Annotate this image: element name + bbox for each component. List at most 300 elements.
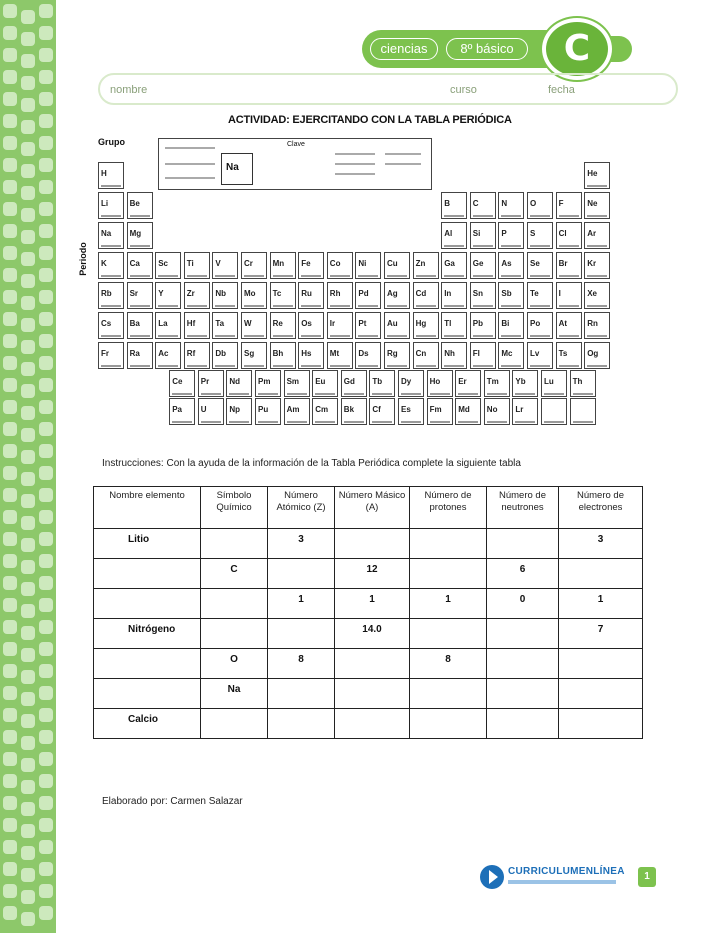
column-header: Número de protones — [410, 487, 487, 529]
element-cell — [441, 342, 467, 369]
element-cell — [184, 342, 210, 369]
strip-square — [3, 48, 17, 62]
strip-square — [39, 664, 53, 678]
strip-square — [21, 692, 35, 706]
subject-tag: ciencias — [370, 38, 438, 60]
strip-square — [39, 26, 53, 40]
element-cell — [212, 312, 238, 339]
element-symbol: Co — [329, 259, 341, 268]
element-symbol: Ar — [587, 229, 597, 238]
strip-square — [3, 488, 17, 502]
table-cell[interactable] — [201, 709, 268, 739]
element-cell — [127, 252, 153, 279]
element-cell — [584, 162, 610, 189]
strip-square — [21, 868, 35, 882]
element-symbol: Al — [444, 229, 453, 238]
element-cell — [327, 312, 353, 339]
element-cell — [441, 312, 467, 339]
strip-square — [39, 576, 53, 590]
element-cell — [527, 312, 553, 339]
table-row — [94, 529, 643, 559]
table-cell[interactable]: 1 — [335, 589, 410, 619]
element-cell — [384, 312, 410, 339]
table-cell[interactable]: 8 — [268, 649, 335, 679]
strip-square — [21, 912, 35, 926]
table-cell[interactable] — [487, 649, 559, 679]
strip-square — [39, 532, 53, 546]
strip-square — [39, 92, 53, 106]
element-cell — [241, 312, 267, 339]
element-symbol: Pa — [172, 405, 182, 414]
strip-square — [3, 730, 17, 744]
strip-square — [21, 758, 35, 772]
table-cell[interactable]: 1 — [268, 589, 335, 619]
table-cell[interactable]: 0 — [487, 589, 559, 619]
element-cell — [384, 252, 410, 279]
element-cell — [441, 282, 467, 309]
element-cell — [470, 252, 496, 279]
strip-square — [39, 180, 53, 194]
strip-square — [3, 642, 17, 656]
element-cell — [470, 342, 496, 369]
element-cell — [398, 370, 424, 397]
strip-square — [3, 356, 17, 370]
strip-square — [3, 510, 17, 524]
strip-square — [21, 98, 35, 112]
element-symbol: B — [444, 199, 450, 208]
element-symbol: Mc — [501, 349, 513, 358]
strip-square — [39, 884, 53, 898]
decorative-side-strip — [0, 0, 56, 933]
strip-square — [21, 516, 35, 530]
element-symbol: Fm — [429, 405, 442, 414]
table-cell[interactable]: 1 — [410, 589, 487, 619]
element-cell — [169, 370, 195, 397]
element-cell — [556, 192, 582, 219]
strip-square — [3, 796, 17, 810]
strip-square — [39, 796, 53, 810]
strip-square — [21, 406, 35, 420]
element-symbol: At — [558, 319, 568, 328]
element-symbol: Ac — [158, 349, 169, 358]
element-symbol: Cr — [244, 259, 253, 268]
element-symbol: Xe — [587, 289, 597, 298]
strip-square — [39, 708, 53, 722]
strip-square — [3, 884, 17, 898]
element-symbol: Fe — [301, 259, 311, 268]
element-symbol: F — [558, 199, 564, 208]
strip-square — [3, 862, 17, 876]
element-cell — [413, 342, 439, 369]
strip-square — [21, 252, 35, 266]
table-cell[interactable] — [410, 679, 487, 709]
element-symbol: Es — [401, 405, 411, 414]
strip-square — [3, 840, 17, 854]
element-symbol: Mg — [129, 229, 142, 238]
strip-square — [21, 428, 35, 442]
key-line — [335, 173, 375, 175]
strip-square — [39, 48, 53, 62]
element-cell — [369, 370, 395, 397]
strip-square — [21, 626, 35, 640]
table-cell[interactable] — [559, 649, 643, 679]
periodic-table-key — [158, 138, 432, 190]
element-symbol: Tm — [486, 377, 499, 386]
element-symbol: Au — [387, 319, 398, 328]
element-symbol: Sr — [129, 289, 139, 298]
table-cell[interactable]: Litio — [94, 529, 201, 559]
element-symbol: Mt — [329, 349, 340, 358]
table-cell[interactable] — [94, 679, 201, 709]
strip-square — [39, 158, 53, 172]
strip-square — [3, 906, 17, 920]
strip-square — [39, 686, 53, 700]
element-symbol: Er — [458, 377, 467, 386]
element-symbol: Kr — [587, 259, 597, 268]
table-cell[interactable] — [410, 709, 487, 739]
element-symbol: Si — [472, 229, 481, 238]
strip-square — [21, 318, 35, 332]
element-symbol: Bh — [272, 349, 284, 358]
strip-square — [21, 10, 35, 24]
element-cell — [355, 312, 381, 339]
column-header: Número Másico (A) — [335, 487, 410, 529]
strip-square — [3, 4, 17, 18]
table-cell[interactable] — [559, 709, 643, 739]
element-cell — [327, 252, 353, 279]
element-symbol: Fr — [101, 349, 109, 358]
element-symbol: Ra — [129, 349, 140, 358]
element-cell — [98, 342, 124, 369]
name-field[interactable]: nombre — [110, 84, 148, 96]
table-cell[interactable]: 1 — [559, 589, 643, 619]
element-symbol: Cm — [315, 405, 329, 414]
table-cell[interactable] — [335, 649, 410, 679]
strip-square — [21, 274, 35, 288]
element-cell — [556, 342, 582, 369]
table-cell[interactable] — [335, 529, 410, 559]
element-symbol: H — [101, 169, 107, 178]
table-cell[interactable] — [335, 709, 410, 739]
table-header-row — [94, 487, 643, 529]
element-symbol: Ta — [215, 319, 225, 328]
element-cell — [127, 222, 153, 249]
element-symbol: Ca — [129, 259, 140, 268]
element-cell — [570, 370, 596, 397]
strip-square — [39, 862, 53, 876]
table-cell[interactable] — [201, 529, 268, 559]
element-cell — [98, 312, 124, 339]
table-cell[interactable] — [487, 619, 559, 649]
element-cell — [241, 342, 267, 369]
element-symbol: Rg — [387, 349, 398, 358]
table-cell[interactable]: Calcio — [94, 709, 201, 739]
column-header: Símbolo Químico — [201, 487, 268, 529]
element-cell — [241, 282, 267, 309]
element-cell — [98, 162, 124, 189]
element-cell — [498, 342, 524, 369]
element-cell — [556, 282, 582, 309]
table-row — [94, 619, 643, 649]
element-cell — [441, 192, 467, 219]
strip-square — [3, 92, 17, 106]
table-cell[interactable] — [94, 649, 201, 679]
table-cell[interactable] — [559, 559, 643, 589]
element-symbol: He — [587, 169, 598, 178]
element-cell — [384, 342, 410, 369]
strip-square — [3, 180, 17, 194]
strip-square — [3, 290, 17, 304]
element-cell — [455, 398, 481, 425]
element-symbol: Dy — [401, 377, 412, 386]
strip-square — [39, 422, 53, 436]
element-symbol: Ag — [387, 289, 398, 298]
strip-square — [21, 164, 35, 178]
table-cell[interactable]: Nitrógeno — [94, 619, 201, 649]
element-symbol: Rn — [587, 319, 598, 328]
element-cell — [226, 370, 252, 397]
table-cell[interactable] — [268, 679, 335, 709]
table-cell[interactable] — [410, 619, 487, 649]
element-symbol: Sb — [501, 289, 512, 298]
element-cell — [413, 282, 439, 309]
element-symbol: Lv — [530, 349, 540, 358]
element-symbol: Zr — [186, 289, 195, 298]
element-cell — [284, 398, 310, 425]
element-cell — [498, 252, 524, 279]
element-symbol: As — [501, 259, 512, 268]
table-cell[interactable] — [94, 559, 201, 589]
table-cell[interactable] — [335, 679, 410, 709]
element-symbol: Rf — [186, 349, 196, 358]
strip-square — [39, 598, 53, 612]
strip-square — [39, 752, 53, 766]
strip-square — [39, 554, 53, 568]
table-cell[interactable]: 3 — [559, 529, 643, 559]
table-cell[interactable]: 14.0 — [335, 619, 410, 649]
element-cell — [270, 282, 296, 309]
table-cell[interactable] — [487, 529, 559, 559]
element-symbol: Sm — [286, 377, 300, 386]
strip-square — [3, 378, 17, 392]
strip-square — [39, 400, 53, 414]
element-symbol: Sn — [472, 289, 484, 298]
element-symbol: Cs — [101, 319, 112, 328]
element-symbol: I — [558, 289, 561, 298]
element-symbol: Hf — [186, 319, 196, 328]
element-symbol: Pd — [358, 289, 369, 298]
element-cell — [212, 252, 238, 279]
element-symbol: Ba — [129, 319, 140, 328]
element-symbol: Ce — [172, 377, 183, 386]
table-cell[interactable] — [94, 589, 201, 619]
group-label: Grupo — [98, 137, 125, 147]
element-cell — [527, 222, 553, 249]
strip-square — [21, 340, 35, 354]
strip-square — [21, 780, 35, 794]
element-symbol: Br — [558, 259, 568, 268]
element-cell — [169, 398, 195, 425]
element-symbol: V — [215, 259, 221, 268]
element-cell — [355, 252, 381, 279]
element-symbol: La — [158, 319, 168, 328]
element-symbol: Ne — [587, 199, 598, 208]
table-cell[interactable] — [410, 559, 487, 589]
element-cell — [198, 398, 224, 425]
table-cell[interactable] — [201, 619, 268, 649]
element-cell — [270, 342, 296, 369]
strip-square — [39, 378, 53, 392]
strip-square — [39, 730, 53, 744]
element-cell — [527, 342, 553, 369]
element-symbol: S — [530, 229, 536, 238]
strip-square — [21, 450, 35, 464]
element-cell — [312, 398, 338, 425]
element-symbol: Ir — [329, 319, 336, 328]
key-line — [335, 163, 375, 165]
table-cell[interactable]: 6 — [487, 559, 559, 589]
element-symbol: W — [244, 319, 252, 328]
strip-square — [3, 246, 17, 260]
element-cell — [284, 370, 310, 397]
table-cell[interactable] — [487, 709, 559, 739]
date-field[interactable]: fecha — [548, 84, 575, 96]
element-cell — [498, 192, 524, 219]
strip-square — [39, 466, 53, 480]
strip-square — [39, 334, 53, 348]
strip-square — [3, 818, 17, 832]
element-symbol: Tc — [272, 289, 282, 298]
element-cell — [298, 282, 324, 309]
element-symbol: Nh — [444, 349, 455, 358]
element-symbol: Hg — [415, 319, 427, 328]
strip-square — [39, 224, 53, 238]
table-cell[interactable] — [268, 709, 335, 739]
table-cell[interactable]: 3 — [268, 529, 335, 559]
element-cell — [455, 370, 481, 397]
key-line — [335, 153, 375, 155]
table-cell[interactable]: 8 — [410, 649, 487, 679]
logo-tagline-bar — [508, 880, 616, 884]
element-cell — [155, 282, 181, 309]
table-cell[interactable] — [268, 559, 335, 589]
table-cell[interactable] — [201, 589, 268, 619]
element-symbol: Rh — [329, 289, 341, 298]
strip-square — [3, 774, 17, 788]
strip-square — [3, 444, 17, 458]
strip-square — [3, 312, 17, 326]
element-cell — [226, 398, 252, 425]
strip-square — [3, 202, 17, 216]
element-symbol: Pr — [200, 377, 210, 386]
instructions: Instrucciones: Con la ayuda de la información de la Tabla Periódica complete la siguiente tabla — [102, 458, 521, 469]
key-line — [385, 163, 421, 165]
element-symbol: Pb — [472, 319, 484, 328]
strip-square — [39, 4, 53, 18]
element-cell — [355, 282, 381, 309]
element-symbol: Ni — [358, 259, 367, 268]
element-cell — [498, 312, 524, 339]
strip-square — [21, 714, 35, 728]
element-symbol: Yb — [515, 377, 526, 386]
table-cell[interactable]: C — [201, 559, 268, 589]
strip-square — [39, 70, 53, 84]
element-symbol: Y — [158, 289, 164, 298]
strip-square — [21, 494, 35, 508]
strip-square — [21, 362, 35, 376]
element-cell — [298, 342, 324, 369]
strip-square — [3, 752, 17, 766]
element-symbol: Tb — [372, 377, 383, 386]
table-cell[interactable] — [410, 529, 487, 559]
element-cell — [341, 370, 367, 397]
table-row — [94, 649, 643, 679]
element-symbol: Cu — [387, 259, 398, 268]
element-cell — [584, 252, 610, 279]
strip-square — [3, 620, 17, 634]
element-symbol: Eu — [315, 377, 326, 386]
logo-text: CURRICULUMENLÍNEA — [508, 866, 625, 877]
element-cell — [127, 282, 153, 309]
strip-square — [21, 142, 35, 156]
element-symbol: Li — [101, 199, 109, 208]
element-symbol: Mo — [244, 289, 256, 298]
element-cell — [127, 312, 153, 339]
element-cell — [413, 312, 439, 339]
periodic-table — [77, 134, 622, 434]
element-symbol: Th — [572, 377, 583, 386]
strip-square — [21, 186, 35, 200]
key-line — [385, 153, 421, 155]
strip-square — [21, 54, 35, 68]
element-symbol: Cd — [415, 289, 427, 298]
table-cell[interactable] — [559, 679, 643, 709]
course-field[interactable]: curso — [450, 84, 477, 96]
element-symbol: Ti — [186, 259, 194, 268]
strip-square — [3, 400, 17, 414]
strip-square — [39, 774, 53, 788]
strip-square — [3, 686, 17, 700]
strip-square — [3, 334, 17, 348]
element-cell — [155, 252, 181, 279]
element-symbol: Ds — [358, 349, 369, 358]
strip-square — [3, 532, 17, 546]
element-cell — [512, 370, 538, 397]
strip-square — [39, 246, 53, 260]
element-symbol: Mn — [272, 259, 285, 268]
element-cell — [584, 342, 610, 369]
element-cell — [255, 398, 281, 425]
table-cell[interactable]: Na — [201, 679, 268, 709]
table-cell[interactable]: 7 — [559, 619, 643, 649]
table-cell[interactable]: 12 — [335, 559, 410, 589]
strip-square — [21, 208, 35, 222]
element-symbol: Am — [286, 405, 300, 414]
strip-square — [3, 598, 17, 612]
table-cell[interactable] — [268, 619, 335, 649]
element-symbol: Hs — [301, 349, 312, 358]
element-cell — [427, 398, 453, 425]
element-symbol: Ts — [558, 349, 568, 358]
table-cell[interactable] — [487, 679, 559, 709]
element-cell — [384, 282, 410, 309]
element-symbol: Os — [301, 319, 312, 328]
element-cell — [527, 282, 553, 309]
element-symbol: Pu — [258, 405, 269, 414]
table-row — [94, 709, 643, 739]
strip-square — [39, 818, 53, 832]
table-cell[interactable]: O — [201, 649, 268, 679]
